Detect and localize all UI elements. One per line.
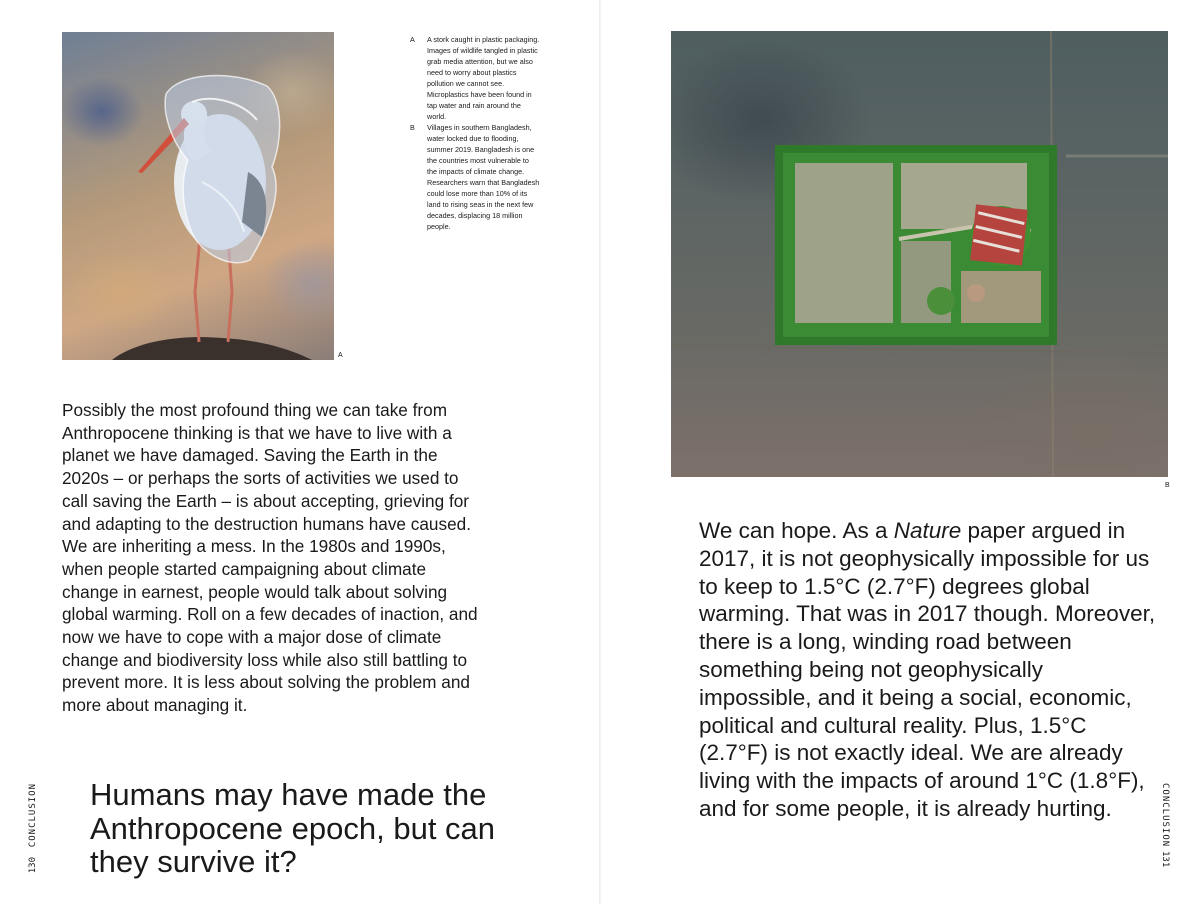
- running-head-right: CONCLUSION: [1160, 783, 1170, 848]
- caption-block: [410, 34, 540, 232]
- right-body-rest: paper argued in 2017, it is not geophysically impossible for us to keep to 1.5°C (2.7°F) degrees global warming. That was in 2017 though. Moreover, there is a long, winding road between something being not geophysically impossible, and it being a social, economic, political and cultural reality. Plus, 1.5°C (2.7°F) is not exactly ideal. We are already living with the impacts of around 1°C (1.8°F), and for some people, it is already hurting.: [699, 518, 1156, 821]
- left-body-text: Possibly the most profound thing we can take from Anthropocene thinking is that we have to live with a planet we have damaged. Saving the Earth in the 2020s – or perhaps the sorts of activities we used to call saving the Earth – is about accepting, grieving for and adapting to the destruction humans have caused. We are inheriting a mess. In the 1980s and 1990s, when people started campaigning about climate change in earnest, people would talk about solving global warming. Roll on a few decades of inaction, and now we have to cope with a major dose of climate change and biodiversity loss while also still battling to prevent more. It is less about solving the problem and more about managing it.: [62, 400, 478, 716]
- right-body-start: We can hope. As a: [699, 518, 894, 543]
- image-b-tag: B: [1165, 482, 1170, 489]
- right-page: [600, 0, 1200, 904]
- image-a-tag: A: [338, 352, 343, 359]
- caption-b-text: Villages in southern Bangladesh, water locked due to flooding, summer 2019. Bangladesh is one the countries most vulnerable to the impacts of climate change. Researchers warn that Bangladesh could lose more than 10% of its land to rising seas in the next few decades, displacing 18 million people.: [427, 123, 540, 231]
- page-number-left: 130: [28, 857, 38, 874]
- caption-b-letter: B: [410, 123, 415, 132]
- right-body-text: [699, 517, 1159, 823]
- caption-a-letter: A: [410, 35, 415, 44]
- caption-a: [410, 34, 540, 122]
- caption-b: [410, 122, 540, 232]
- pull-quote: Humans may have made the Anthropocene epoch, but can they survive it?: [90, 777, 496, 879]
- aerial-flood-photo: [671, 31, 1168, 477]
- page-number-right: 131: [1160, 851, 1170, 868]
- running-head-left: CONCLUSION: [28, 783, 38, 848]
- stork-photo: [62, 32, 334, 360]
- journal-name: Nature: [893, 518, 962, 543]
- caption-a-text: A stork caught in plastic packaging. Images of wildlife tangled in plastic grab media attention, but we also need to worry about plastics pollution we cannot see. Microplastics have been found in tap water and rain around the world.: [427, 35, 540, 121]
